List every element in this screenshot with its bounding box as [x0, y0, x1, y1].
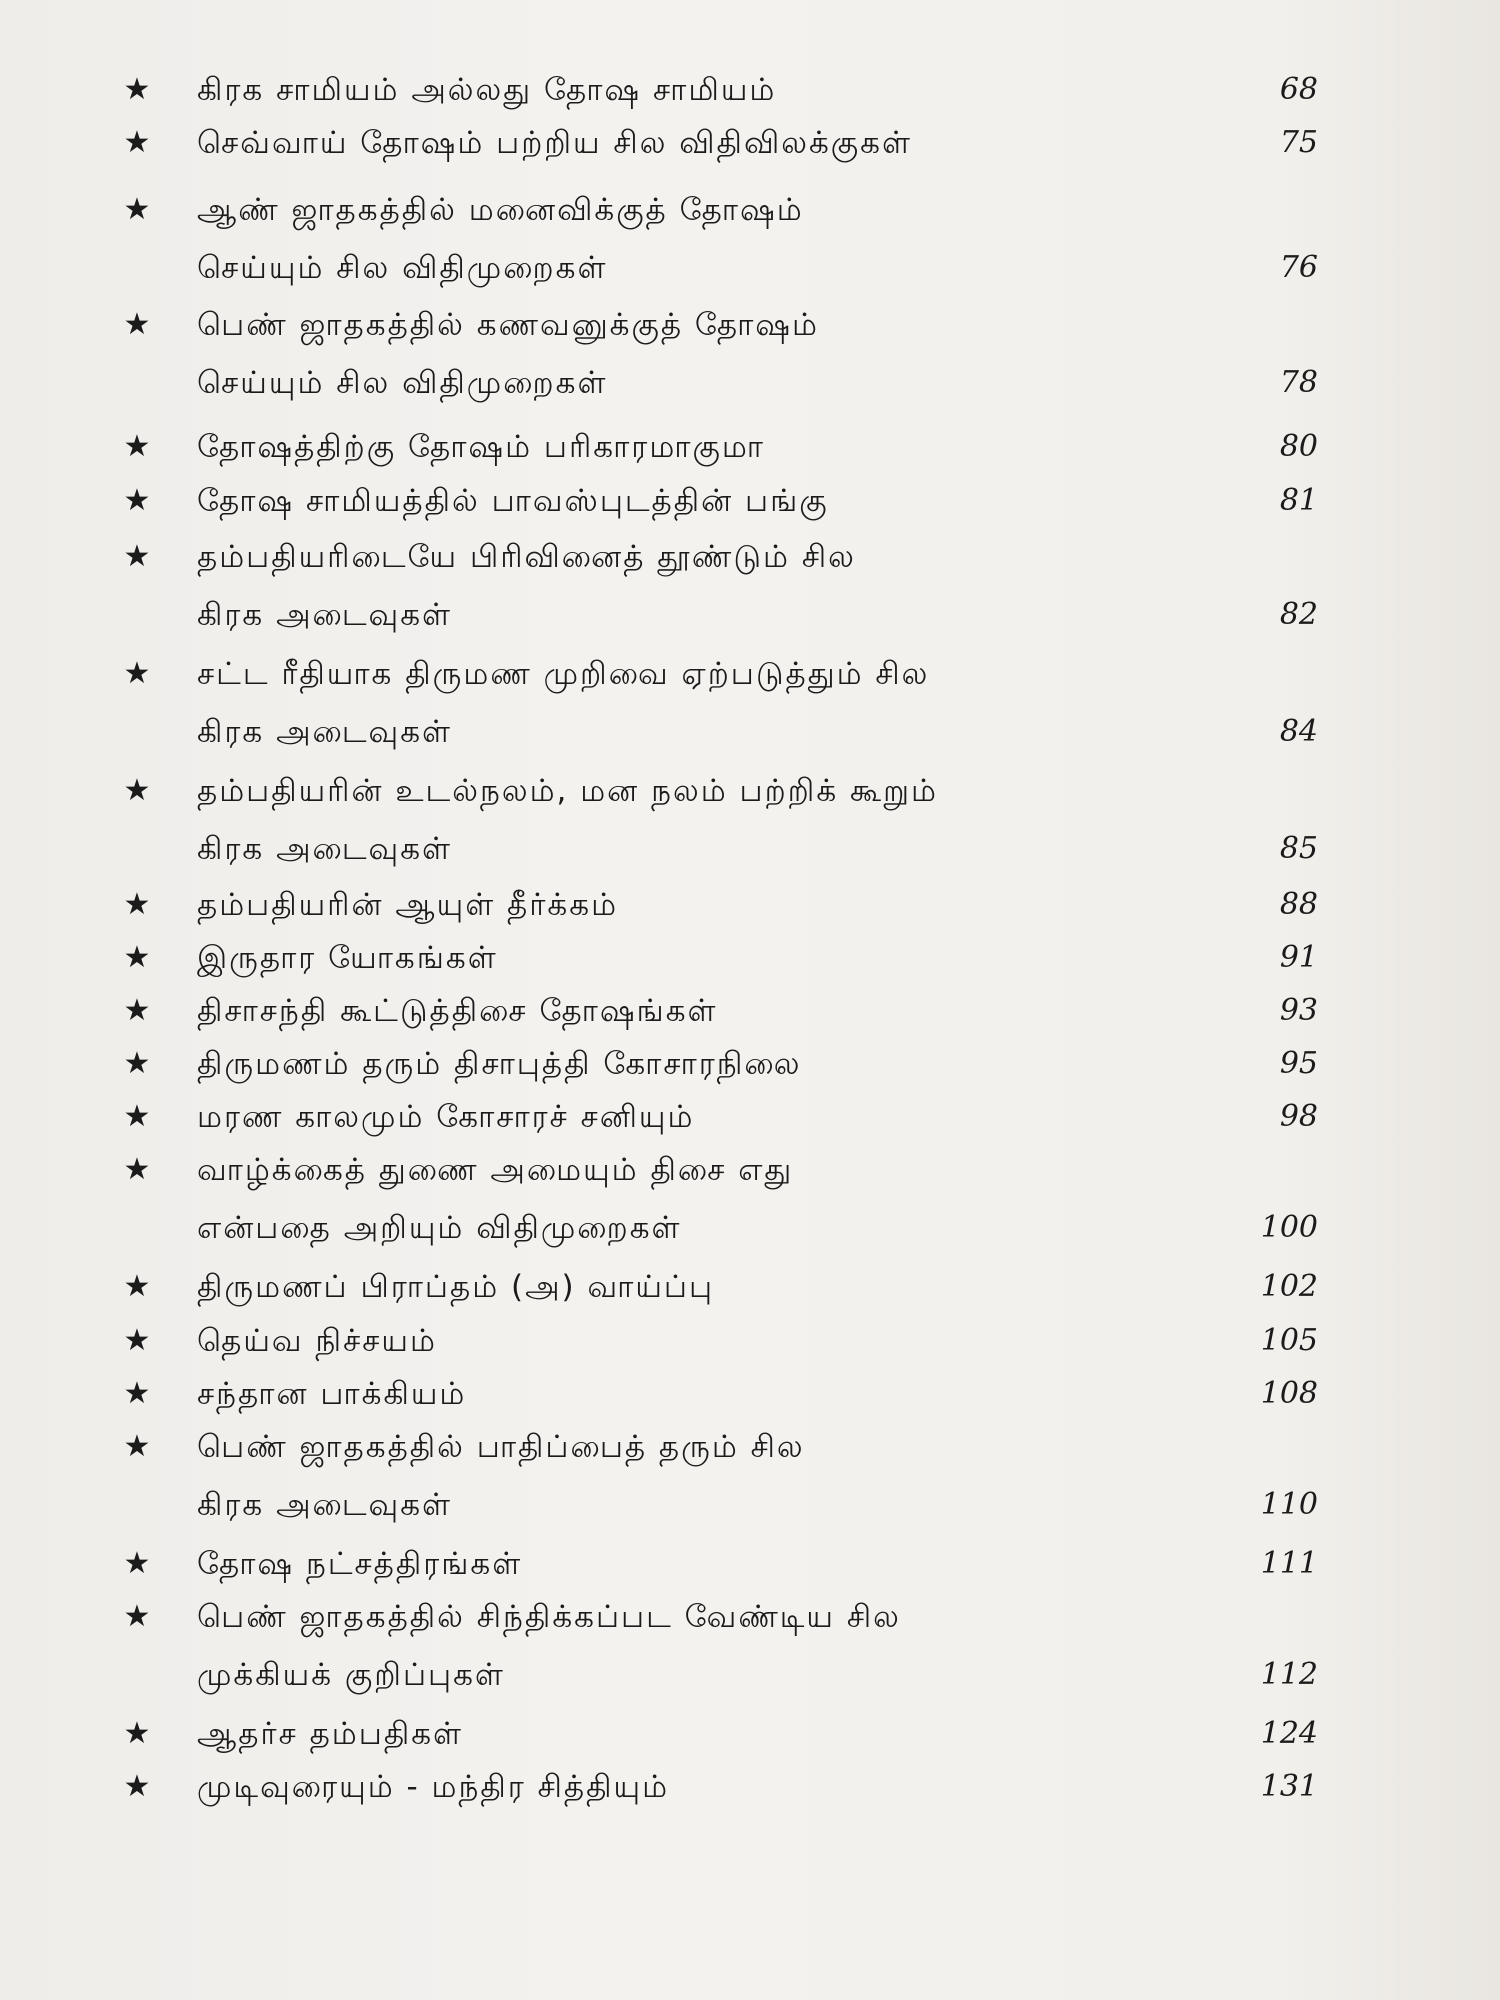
toc-entry-line	[0, 933, 1500, 983]
toc-entry-line	[0, 300, 1500, 350]
star-bullet-icon: ★	[123, 773, 153, 808]
star-bullet-icon: ★	[123, 483, 153, 518]
toc-page-number: 76	[1279, 250, 1318, 285]
toc-entry-title: கிரக அடைவுகள்	[197, 714, 453, 750]
star-bullet-icon: ★	[123, 539, 153, 574]
star-bullet-icon: ★	[123, 307, 153, 342]
toc-entry-title: தோஷ சாமியத்தில் பாவஸ்புடத்தின் பங்கு	[197, 483, 829, 519]
star-bullet-icon: ★	[123, 125, 153, 160]
toc-entry-line	[0, 1709, 1500, 1759]
toc-page-number: 80	[1279, 429, 1318, 464]
star-bullet-icon: ★	[123, 1716, 153, 1751]
star-bullet-icon: ★	[123, 1152, 153, 1187]
toc-entry-continuation-line	[0, 824, 1500, 874]
star-bullet-icon: ★	[123, 1546, 153, 1581]
toc-entry-title: கிரக அடைவுகள்	[197, 1487, 453, 1523]
toc-entry-title: சந்தான பாக்கியம்	[197, 1376, 467, 1412]
toc-page-number: 110	[1260, 1487, 1318, 1522]
star-bullet-icon: ★	[123, 1429, 153, 1464]
toc-entry-title: கிரக சாமியம் அல்லது தோஷ சாமியம்	[197, 72, 777, 108]
toc-entry-line	[0, 1262, 1500, 1312]
star-bullet-icon: ★	[123, 1323, 153, 1358]
star-bullet-icon: ★	[123, 1599, 153, 1634]
toc-entry-line	[0, 1539, 1500, 1589]
toc-entry-line	[0, 118, 1500, 168]
toc-entry-title: மரண காலமும் கோசாரச் சனியும்	[197, 1099, 695, 1135]
toc-page-number: 105	[1260, 1323, 1318, 1358]
toc-entry-line	[0, 476, 1500, 526]
toc-page-number: 82	[1279, 597, 1318, 632]
star-bullet-icon: ★	[123, 429, 153, 464]
toc-entry-line	[0, 532, 1500, 582]
star-bullet-icon: ★	[123, 72, 153, 107]
toc-entry-title: பெண் ஜாதகத்தில் கணவனுக்குத் தோஷம்	[197, 307, 819, 343]
toc-entry-title: கிரக அடைவுகள்	[197, 597, 453, 633]
toc-entry-title: செய்யும் சில விதிமுறைகள்	[197, 365, 608, 401]
star-bullet-icon: ★	[123, 1769, 153, 1804]
toc-page-number: 68	[1279, 72, 1318, 107]
toc-entry-line	[0, 986, 1500, 1036]
toc-page-number: 131	[1260, 1769, 1318, 1804]
toc-entry-line	[0, 185, 1500, 235]
toc-entry-title: தம்பதியரின் உடல்நலம், மன நலம் பற்றிக் கூறும்	[197, 773, 938, 809]
toc-entry-title: பெண் ஜாதகத்தில் பாதிப்பைத் தரும் சில	[197, 1429, 805, 1465]
toc-entry-title: முக்கியக் குறிப்புகள்	[197, 1657, 505, 1693]
toc-entry-line	[0, 1592, 1500, 1642]
toc-entry-title: சட்ட ரீதியாக திருமண முறிவை ஏற்படுத்தும் சில	[197, 656, 930, 692]
toc-page-number: 84	[1279, 714, 1318, 749]
toc-entry-title: தம்பதியரிடையே பிரிவினைத் தூண்டும் சில	[197, 539, 856, 575]
star-bullet-icon: ★	[123, 993, 153, 1028]
star-bullet-icon: ★	[123, 1376, 153, 1411]
toc-page-number: 111	[1260, 1546, 1318, 1581]
toc-entry-line	[0, 1316, 1500, 1366]
star-bullet-icon: ★	[123, 1269, 153, 1304]
toc-entry-title: முடிவுரையும் - மந்திர சித்தியும்	[197, 1769, 670, 1805]
toc-entry-line	[0, 1039, 1500, 1089]
toc-page-number: 108	[1260, 1376, 1318, 1411]
toc-entry-title: ஆண் ஜாதகத்தில் மனைவிக்குத் தோஷம்	[197, 192, 804, 228]
toc-entry-title: என்பதை அறியும் விதிமுறைகள்	[197, 1210, 682, 1246]
toc-entry-title: திருமணப் பிராப்தம் (அ) வாய்ப்பு	[197, 1269, 715, 1305]
toc-entry-title: இருதார யோகங்கள்	[197, 940, 498, 976]
toc-entry-continuation-line	[0, 707, 1500, 757]
toc-entry-line	[0, 65, 1500, 115]
toc-entry-title: திருமணம் தரும் திசாபுத்தி கோசாரநிலை	[197, 1046, 802, 1082]
toc-page-number: 95	[1279, 1046, 1318, 1081]
star-bullet-icon: ★	[123, 192, 153, 227]
toc-entry-title: பெண் ஜாதகத்தில் சிந்திக்கப்பட வேண்டிய சில	[197, 1599, 901, 1635]
toc-entry-line	[0, 1092, 1500, 1142]
toc-page-number: 112	[1260, 1657, 1318, 1692]
toc-entry-continuation-line	[0, 243, 1500, 293]
toc-entry-line	[0, 880, 1500, 930]
toc-entry-continuation-line	[0, 358, 1500, 408]
toc-entry-continuation-line	[0, 1480, 1500, 1530]
toc-page-number: 78	[1279, 365, 1318, 400]
toc-entry-line	[0, 422, 1500, 472]
toc-page-number: 100	[1260, 1210, 1318, 1245]
toc-entry-continuation-line	[0, 1650, 1500, 1700]
toc-entry-title: செவ்வாய் தோஷம் பற்றிய சில விதிவிலக்குகள்	[197, 125, 912, 161]
toc-entry-title: செய்யும் சில விதிமுறைகள்	[197, 250, 608, 286]
toc-entry-line	[0, 766, 1500, 816]
toc-entry-line	[0, 1422, 1500, 1472]
toc-page-number: 81	[1279, 483, 1318, 518]
star-bullet-icon: ★	[123, 887, 153, 922]
toc-page-number: 124	[1260, 1716, 1318, 1751]
star-bullet-icon: ★	[123, 656, 153, 691]
star-bullet-icon: ★	[123, 1046, 153, 1081]
toc-page-number: 102	[1260, 1269, 1318, 1304]
toc-entry-title: ஆதர்ச தம்பதிகள்	[197, 1716, 464, 1752]
toc-entry-title: வாழ்க்கைத் துணை அமையும் திசை எது	[197, 1152, 794, 1188]
toc-entry-title: தெய்வ நிச்சயம்	[197, 1323, 437, 1359]
toc-entry-title: கிரக அடைவுகள்	[197, 831, 453, 867]
star-bullet-icon: ★	[123, 940, 153, 975]
toc-page-number: 93	[1279, 993, 1318, 1028]
toc-page-number: 88	[1279, 887, 1318, 922]
toc-entry-title: தோஷத்திற்கு தோஷம் பரிகாரமாகுமா	[197, 429, 765, 465]
toc-entry-line	[0, 1369, 1500, 1419]
toc-entry-line	[0, 1145, 1500, 1195]
toc-entry-title: தம்பதியரின் ஆயுள் தீர்க்கம்	[197, 887, 619, 923]
toc-entry-title: திசாசந்தி கூட்டுத்திசை தோஷங்கள்	[197, 993, 718, 1029]
toc-entry-continuation-line	[0, 590, 1500, 640]
toc-page-number: 98	[1279, 1099, 1318, 1134]
toc-page-number: 75	[1279, 125, 1318, 160]
toc-entry-continuation-line	[0, 1203, 1500, 1253]
toc-entry-line	[0, 1762, 1500, 1812]
toc-entry-title: தோஷ நட்சத்திரங்கள்	[197, 1546, 523, 1582]
star-bullet-icon: ★	[123, 1099, 153, 1134]
toc-page-number: 85	[1279, 831, 1318, 866]
toc-entry-line	[0, 649, 1500, 699]
toc-page-number: 91	[1279, 940, 1318, 975]
